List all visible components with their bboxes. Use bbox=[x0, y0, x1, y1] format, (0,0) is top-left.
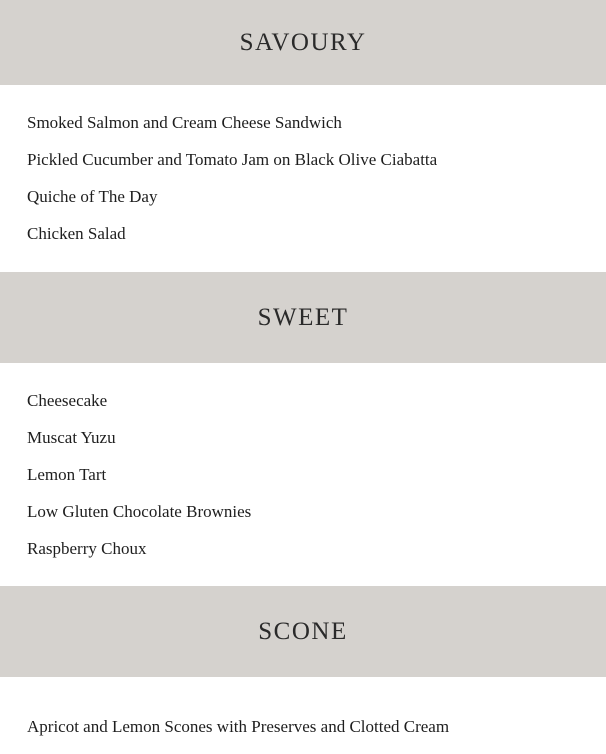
menu-item: Muscat Yuzu bbox=[27, 428, 116, 447]
section-title-scone: SCONE bbox=[258, 617, 348, 645]
section-header-scone bbox=[0, 586, 606, 677]
menu-item: Lemon Tart bbox=[27, 465, 107, 484]
menu-item: Apricot and Lemon Scones with Preserves and Clotted Cream bbox=[27, 717, 450, 736]
menu-item: Smoked Salmon and Cream Cheese Sandwich bbox=[27, 113, 342, 132]
section-title-savoury: SAVOURY bbox=[239, 28, 367, 56]
menu-item: Low Gluten Chocolate Brownies bbox=[27, 502, 252, 521]
menu-item: Chicken Salad bbox=[27, 224, 126, 243]
section-list-sweet bbox=[0, 363, 606, 586]
section-list-scone bbox=[0, 677, 606, 754]
section-list-savoury bbox=[0, 85, 606, 272]
menu-item: Cheesecake bbox=[27, 391, 108, 410]
menu-item: Quiche of The Day bbox=[27, 187, 158, 206]
section-title-sweet: SWEET bbox=[257, 303, 349, 331]
section-header-savoury bbox=[0, 0, 606, 85]
menu-item: Pickled Cucumber and Tomato Jam on Black Olive Ciabatta bbox=[27, 150, 438, 169]
menu-item: Raspberry Choux bbox=[27, 539, 147, 558]
section-header-sweet bbox=[0, 272, 606, 363]
